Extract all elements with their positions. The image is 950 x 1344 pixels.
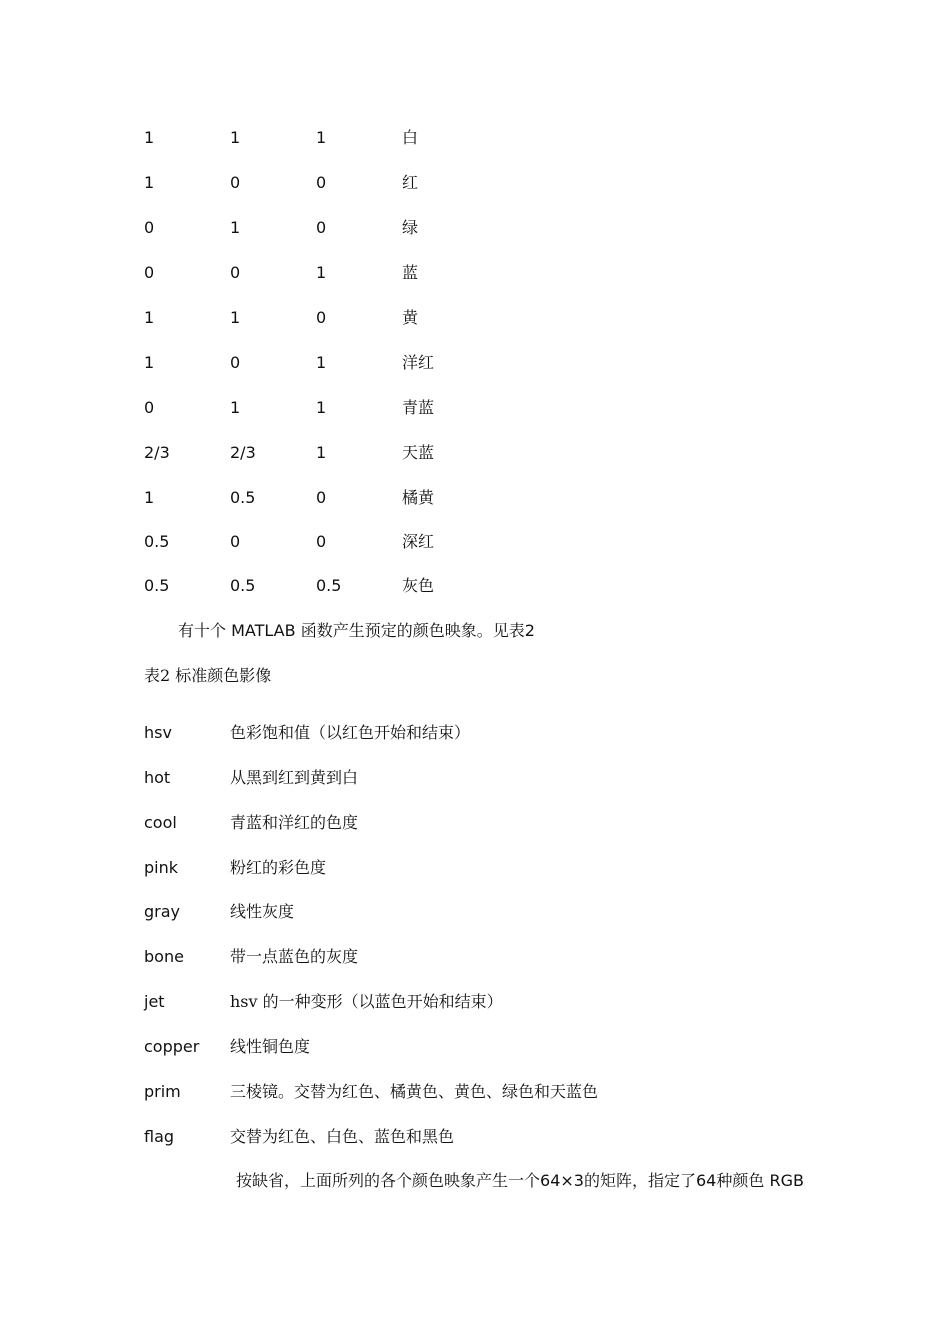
blue-value: 1: [316, 398, 327, 417]
colormap-description: 色彩饱和值（以红色开始和结束）: [230, 723, 471, 742]
blue-value: 1: [316, 443, 327, 462]
color-name: 红: [402, 173, 419, 192]
red-value: 0.5: [144, 576, 170, 595]
closing-text-1: 按缺省，上面所列的各个颜色映象产生一个: [236, 1171, 541, 1190]
table2-caption: [144, 664, 271, 688]
red-value: 1: [144, 308, 155, 327]
blue-value: 1: [316, 128, 327, 147]
green-value: 0.5: [230, 576, 256, 595]
colormap-description: 线性灰度: [230, 902, 295, 921]
blue-value: 0: [316, 308, 327, 327]
colormap-name: gray: [144, 902, 181, 921]
green-value: 1: [230, 398, 241, 417]
color-name: 绿: [402, 218, 419, 237]
colormap-name: bone: [144, 947, 184, 966]
red-value: 0: [144, 398, 155, 417]
blue-value: 0: [316, 488, 327, 507]
colormap-description: 带一点蓝色的灰度: [230, 947, 359, 966]
intro-text-1: 有十个: [178, 621, 227, 640]
blue-value: 1: [316, 263, 327, 282]
colormap-name: prim: [144, 1082, 181, 1101]
colormap-name: pink: [144, 858, 179, 877]
closing-text-2: 的矩阵，指定了: [583, 1171, 696, 1190]
color-name: 深红: [402, 532, 435, 551]
blue-value: 0: [316, 173, 327, 192]
blue-value: 1: [316, 353, 327, 372]
red-value: 1: [144, 173, 155, 192]
red-value: 0: [144, 263, 155, 282]
intro-text-table-number: 2: [524, 621, 535, 640]
closing-text-count: 64: [695, 1171, 717, 1190]
colormap-description: 交替为红色、白色、蓝色和黑色: [230, 1127, 455, 1146]
green-value: 0.5: [230, 488, 256, 507]
color-name: 灰色: [402, 576, 435, 595]
closing-text-rgb: RGB: [769, 1171, 804, 1190]
color-name: 洋红: [402, 353, 435, 372]
intro-paragraph: [178, 619, 535, 643]
color-name: 蓝: [402, 263, 419, 282]
red-value: 1: [144, 353, 155, 372]
table2-number: 表2: [144, 666, 171, 685]
green-value: 0: [230, 353, 241, 372]
color-name: 青蓝: [402, 398, 435, 417]
red-value: 1: [144, 128, 155, 147]
colormap-description: 粉红的彩色度: [230, 858, 327, 877]
blue-value: 0: [316, 532, 327, 551]
intro-text-matlab: MATLAB: [231, 621, 296, 640]
colormap-description: 青蓝和洋红的色度: [230, 813, 359, 832]
color-name: 白: [402, 128, 419, 147]
red-value: 2/3: [144, 443, 170, 462]
closing-paragraph: [236, 1169, 804, 1193]
color-name: 橘黄: [402, 488, 435, 507]
blue-value: 0: [316, 218, 327, 237]
green-value: 0: [230, 173, 241, 192]
colormap-description: 三棱镜。交替为红色、橘黄色、黄色、绿色和天蓝色: [230, 1082, 599, 1101]
green-value: 1: [230, 128, 241, 147]
closing-text-3: 种颜色: [716, 1171, 765, 1190]
table2-title: 标准颜色影像: [175, 666, 272, 685]
red-value: 0.5: [144, 532, 170, 551]
color-name: 天蓝: [402, 443, 435, 462]
colormap-name: cool: [144, 813, 177, 832]
red-value: 1: [144, 488, 155, 507]
colormap-description: 线性铜色度: [230, 1037, 311, 1056]
green-value: 2/3: [230, 443, 256, 462]
intro-text-2: 函数产生预定的颜色映象。见表: [300, 621, 525, 640]
colormap-description: hsv 的一种变形（以蓝色开始和结束）: [230, 992, 503, 1011]
green-value: 0: [230, 263, 241, 282]
colormap-description: 从黑到红到黄到白: [230, 768, 359, 787]
color-name: 黄: [402, 308, 419, 327]
colormap-name: hot: [144, 768, 171, 787]
green-value: 1: [230, 308, 241, 327]
green-value: 1: [230, 218, 241, 237]
closing-text-matrix-size: 64×3: [540, 1171, 584, 1190]
blue-value: 0.5: [316, 576, 342, 595]
colormap-name: jet: [144, 992, 165, 1011]
colormap-name: hsv: [144, 723, 172, 742]
red-value: 0: [144, 218, 155, 237]
green-value: 0: [230, 532, 241, 551]
colormap-name: copper: [144, 1037, 200, 1056]
colormap-name: flag: [144, 1127, 175, 1146]
